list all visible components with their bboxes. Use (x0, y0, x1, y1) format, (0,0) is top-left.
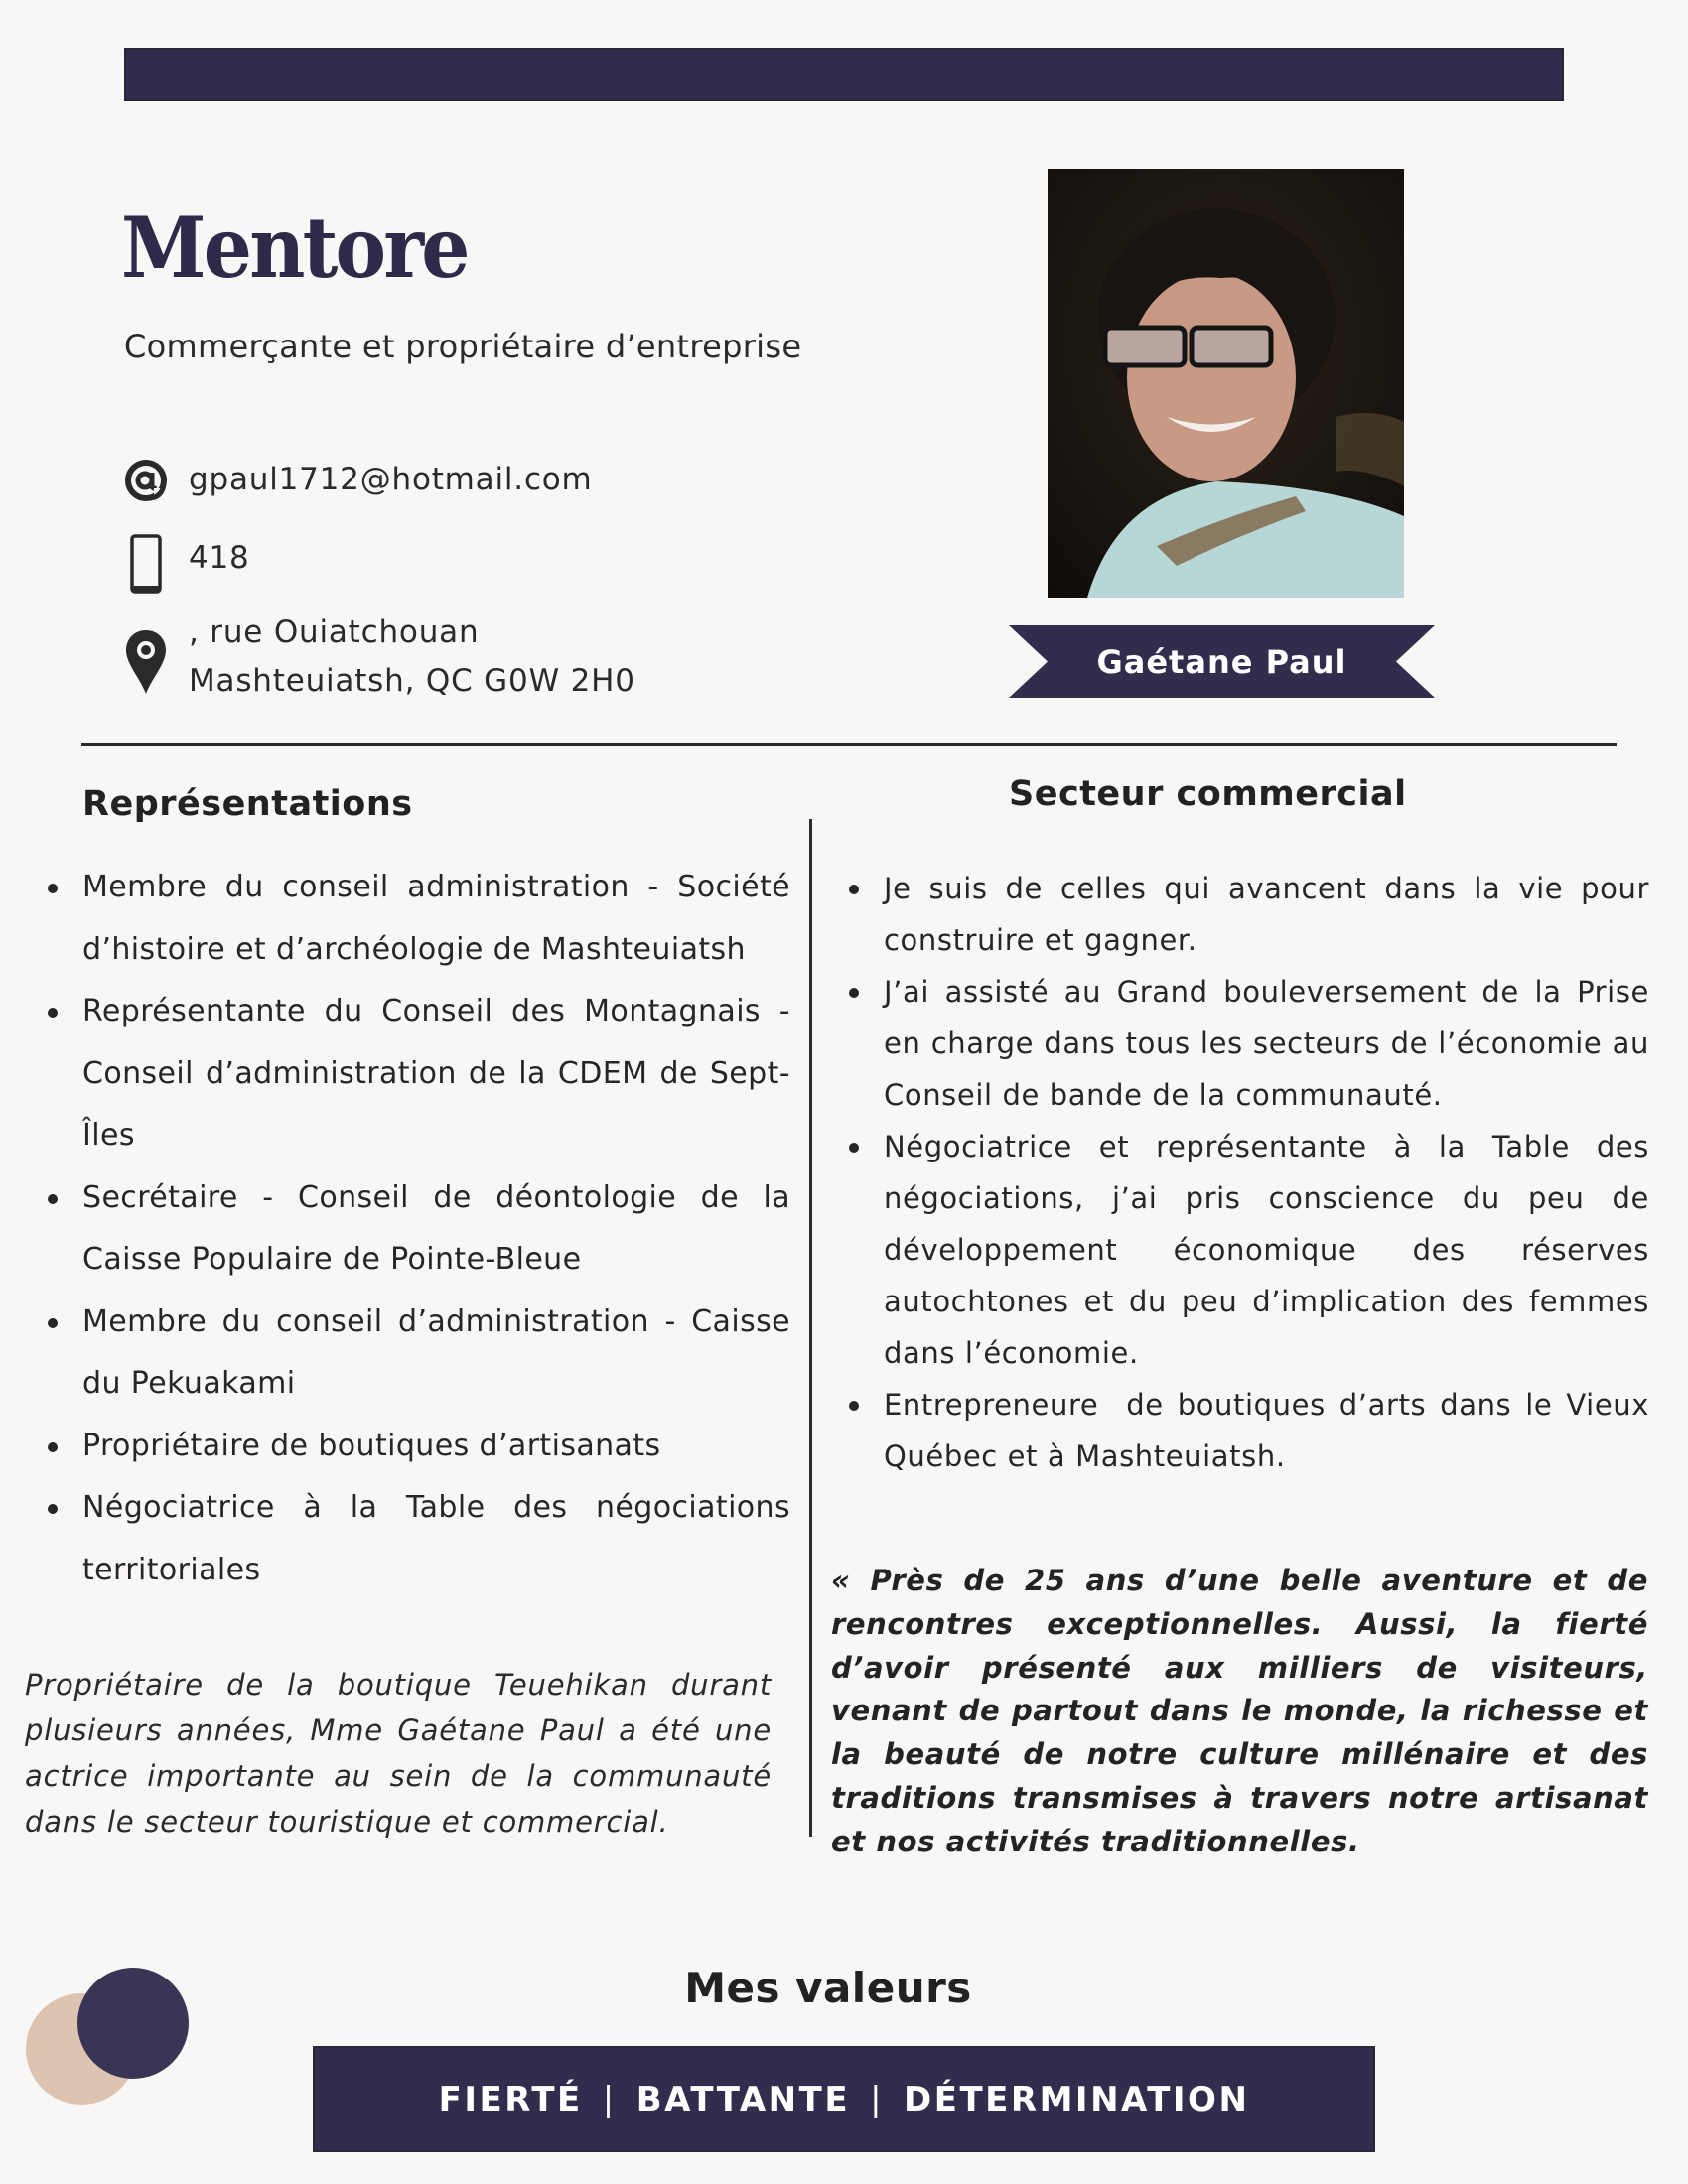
list-item (48, 857, 790, 981)
list-item-text: Je suis de celles qui avancent dans la vie pour construire et gagner. (884, 872, 1649, 957)
list-item (48, 1292, 790, 1416)
list-item-text: Secrétaire - Conseil de déontologie de la Caisse Populaire de Pointe-Bleue (82, 1179, 790, 1277)
bullet-icon (48, 1292, 60, 1416)
list-item-text: Membre du conseil administration - Société d’histoire et d’archéologie de Mashteuiatsh (82, 870, 790, 967)
section-divider (81, 743, 1617, 746)
bullet-icon (48, 981, 60, 1167)
secteur-heading: Secteur commercial (1009, 774, 1407, 814)
value-separator: | (870, 2079, 885, 2119)
map-pin-icon (123, 628, 169, 696)
mobile-phone-icon (123, 534, 169, 594)
value-item: BATTANTE (635, 2079, 851, 2119)
page-subtitle: Commerçante et propriétaire d’entreprise (124, 328, 802, 365)
address (189, 609, 635, 706)
list-item (849, 863, 1649, 966)
list-item (48, 1416, 790, 1478)
phone-number: 418 (189, 540, 250, 576)
secteur-list (849, 863, 1659, 1482)
value-separator: | (602, 2079, 617, 2119)
bullet-icon (849, 966, 861, 1121)
list-item (849, 1121, 1649, 1379)
page-title: Mentore (121, 199, 468, 297)
header-accent-bar (124, 48, 1564, 101)
bullet-icon (849, 1379, 861, 1482)
profile-photo (1048, 169, 1404, 598)
list-item (849, 1379, 1659, 1482)
address-line-1: , rue Ouiatchouan (189, 614, 480, 650)
email-link[interactable]: gpaul1712@hotmail.com (189, 462, 593, 497)
list-item (849, 966, 1649, 1121)
values-heading: Mes valeurs (684, 1964, 972, 2012)
bullet-icon (48, 1167, 60, 1292)
bullet-icon (849, 863, 861, 966)
value-item: DÉTERMINATION (904, 2079, 1250, 2119)
representations-note: Propriétaire de la boutique Teuehikan durant plusieurs années, Mme Gaétane Paul a été une actrice importante au sein de la communauté dans le secteur touristique et commercial. (25, 1668, 772, 1839)
testimonial-quote: « Près de 25 ans d’une belle aventure et de rencontres exceptionnelles. Aussi, la fierté d’avoir présenté aux milliers de visiteurs, venant de partout dans le monde, la richesse et la beauté de notre culture millénaire et des traditions transmises à travers notre artisanat et nos activités traditionnelles. (831, 1564, 1648, 1858)
list-item-text: Négociatrice à la Table des négociations territoriales (82, 1490, 790, 1587)
column-divider (809, 819, 812, 1837)
bullet-icon (48, 857, 60, 981)
bullet-icon (48, 1477, 60, 1601)
name-banner (1009, 625, 1435, 698)
list-item (48, 1477, 790, 1601)
list-item-text: Représentante du Conseil des Montagnais - Conseil d’administration de la CDEM de Sept-Îles (82, 994, 790, 1153)
values-bar (313, 2046, 1375, 2152)
at-sign-icon (123, 456, 169, 505)
list-item-text: Propriétaire de boutiques d’artisanats (82, 1428, 661, 1463)
list-item (48, 981, 790, 1167)
value-item: FIERTÉ (438, 2079, 583, 2119)
list-item-text: Entrepreneure de boutiques d’arts dans le Vieux Québec et à Mashteuiatsh. (884, 1388, 1659, 1473)
list-item (48, 1167, 790, 1292)
bullet-icon (48, 1416, 60, 1478)
address-line-2: Mashteuiatsh, QC G0W 2H0 (189, 663, 635, 699)
profile-name: Gaétane Paul (1096, 642, 1347, 681)
representations-heading: Représentations (82, 784, 413, 824)
representations-list (48, 857, 790, 1601)
list-item-text: J’ai assisté au Grand bouleversement de la Prise en charge dans tous les secteurs de l’économie au Conseil de bande de la communauté. (884, 975, 1649, 1112)
list-item-text: Membre du conseil d’administration - Caisse du Pekuakami (82, 1303, 790, 1401)
bullet-icon (849, 1121, 861, 1379)
list-item-text: Négociatrice et représentante à la Table des négociations, j’ai pris conscience du peu de développement économique des réserves autochtones et du peu d’implication des femmes dans l’économie. (884, 1130, 1649, 1370)
